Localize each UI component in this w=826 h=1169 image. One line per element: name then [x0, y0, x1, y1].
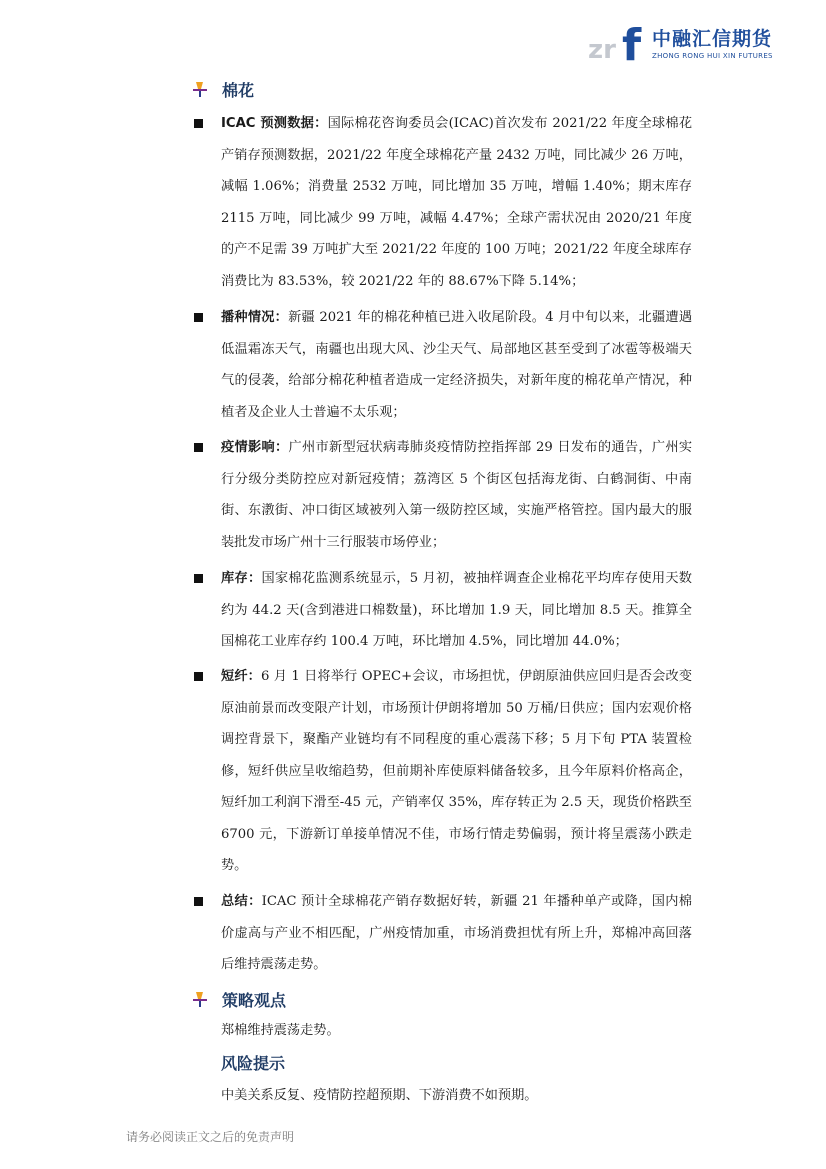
strategy-text: 郑棉维持震荡走势。 — [221, 1023, 340, 1038]
item-label: 播种情况： — [221, 310, 289, 325]
item-label: 库存： — [221, 571, 262, 586]
list-item — [192, 302, 692, 428]
list-item — [192, 432, 692, 558]
brand-name-en: ZHONG RONG HUI XIN FUTURES — [652, 52, 773, 60]
strategy-heading — [192, 987, 286, 1011]
list-item — [192, 563, 692, 658]
list-item — [192, 886, 692, 981]
item-text: ICAC 预计全球棉花产销存数据好转，新疆 21 年播种单产或降，国内棉价虚高与产业不相匹配，广州疫情加重，市场消费担忧有所上升，郑棉冲高回落后维持震荡走势。 — [221, 894, 692, 972]
bullet-square-icon — [194, 443, 203, 452]
bullet-square-icon — [194, 672, 203, 681]
list-item — [192, 108, 692, 297]
item-label: ICAC 预测数据： — [221, 116, 328, 131]
bullet-square-icon — [194, 574, 203, 583]
item-label: 短纤： — [221, 669, 261, 684]
svg-text:zr: zr — [588, 35, 616, 65]
pushpin-icon — [192, 80, 210, 98]
brand-name-cn: 中融汇信期货 — [652, 28, 773, 50]
disclaimer-footer: 请务必阅读正文之后的免责声明 — [126, 1130, 295, 1144]
bullet-square-icon — [194, 897, 203, 906]
item-label: 总结： — [221, 894, 262, 909]
logo-mark — [588, 18, 650, 66]
item-text: 新疆 2021 年的棉花种植已进入收尾阶段。4 月中旬以来，北疆遭遇低温霜冻天气，南疆也出现大风、沙尘天气、局部地区甚至受到了冰雹等极端天气的侵袭，给部分棉花种植者造成一定经济损失，对新年度的棉花单产情况，种植者及企业人士普遍不太乐观； — [221, 310, 693, 420]
risk-text: 中美关系反复、疫情防控超预期、下游消费不如预期。 — [221, 1088, 538, 1103]
svg-text:f: f — [622, 20, 642, 66]
list-item — [192, 661, 692, 882]
risk-title: 风险提示 — [221, 1054, 286, 1073]
item-text: 国际棉花咨询委员会(ICAC)首次发布 2021/22 年度全球棉花产销存预测数据，2021/22 年度全球棉花产量 2432 万吨，同比减少 26 万吨，减幅 1.06%；消费量 2532 万吨，同比增加 35 万吨，增幅 1.40%；期末库存 2115 万吨，同比减少 99 万吨，减幅 4.47%；全球产需状况由 2020/21 年度的产不足需 39 万吨扩大至 2021/22 年度的 100 万吨；2021/22 年度全球库存消费比为 83.53%，较 2021/22 年的 88.67%下降 5.14%； — [221, 116, 693, 289]
bullet-square-icon — [194, 313, 203, 322]
item-text: 6 月 1 日将举行 OPEC+会议，市场担忧，伊朗原油供应回归是否会改变原油前景而改变限产计划，市场预计伊朗将增加 50 万桶/日供应；国内宏观价格调控背景下，聚酯产业链均有不同程度的重心震荡下移；5 月下旬 PTA 装置检修，短纤供应呈收缩趋势，但前期补库使原料储备较多，且今年原料价格高企，短纤加工利润下滑至-45 元，产销率仅 35%，库存转正为 2.5 天，现货价格跌至 6700 元，下游新订单接单情况不佳，市场行情走势偏弱，预计将呈震荡小跌走势。 — [221, 669, 693, 873]
section-heading — [192, 77, 254, 101]
item-text: 广州市新型冠状病毒肺炎疫情防控指挥部 29 日发布的通告，广州实行分级分类防控应对新冠疫情；荔湾区 5 个街区包括海龙街、白鹤洞街、中南街、东漖街、冲口街区域被列入第一级防控区域，实施严格管控。国内最大的服装批发市场广州十三行服装市场停业； — [221, 440, 693, 550]
item-label: 疫情影响： — [221, 440, 289, 455]
company-logo — [588, 18, 788, 66]
pushpin-icon — [192, 990, 210, 1008]
strategy-title: 策略观点 — [222, 990, 287, 1010]
bullet-square-icon — [194, 119, 203, 128]
item-text: 国家棉花监测系统显示，5 月初，被抽样调查企业棉花平均库存使用天数约为 44.2 天(含到港进口棉数量)，环比增加 1.9 天，同比增加 8.5 天。推算全国棉花工业库存约 100.4 万吨，环比增加 4.5%，同比增加 44.0%； — [221, 571, 692, 649]
section-title: 棉花 — [222, 80, 255, 100]
